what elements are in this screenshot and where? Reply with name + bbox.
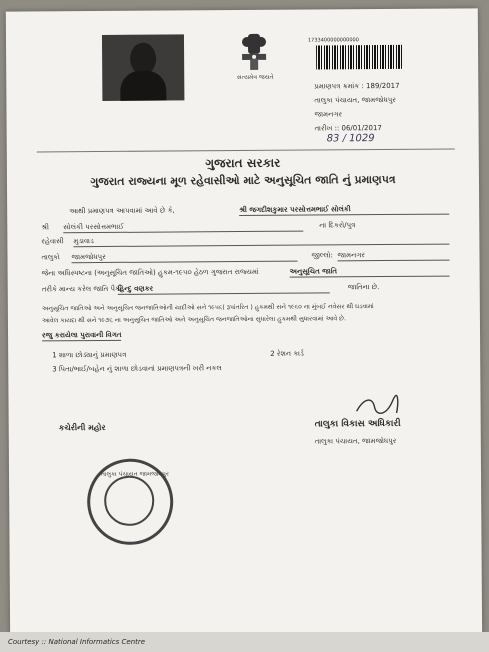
taluka-label: તાલુકો	[41, 253, 60, 262]
issuing-office: તાલુકા પંચાયત, જામજોધપુર	[314, 95, 396, 105]
certificate-title: ગુજરાત રાજ્યના મૂળ રહેવાસીઓ માટે અનુસૂચિત જાતિ નું પ્રમાણપત્ર	[90, 172, 396, 189]
seal-text: તાલુકા પંચાયત જામજોધપુર	[100, 470, 170, 479]
certificate-paper	[6, 8, 482, 647]
applicant-name: શ્રી જગદીશકુમાર પરસોત્તમભાઈ સોલંકી	[239, 205, 449, 216]
intro-text: આથી પ્રમાણપત્ર આપવામાં આવે છે કે,	[69, 206, 175, 216]
caste-label: તરીકે માન્ય કરેલ જાતિ પૈકી	[41, 284, 122, 294]
residence-label: રહેવાસી	[41, 237, 64, 246]
category-value: અનુસૂચિત જાતિ	[290, 267, 450, 278]
residence-value: મુડાવાડ	[73, 235, 449, 248]
father-prefix: શ્રી	[41, 223, 50, 232]
document-3: 3 પિતા/ભાઈ/બહેન નું શાળા છોડવાનાં પ્રમાણપત્રની ખરી નકલ	[52, 364, 222, 374]
father-name: સોલંકી પરસોત્તમભાઈ	[63, 222, 303, 234]
taluka-value: જામજોધપુર	[71, 252, 297, 264]
caste-value: હિન્દુ વણકર	[118, 283, 330, 294]
document-2: 2 રેશન કાર્ડ	[270, 349, 304, 358]
govt-title: ગુજરાત સરકાર	[205, 155, 281, 171]
emblem-caption: સત્યમેવ જયતે	[236, 73, 274, 82]
issuing-district: જામનગર	[314, 110, 343, 119]
courtesy-text: Courtesy :: National Informatics Centre	[8, 638, 146, 646]
order-text: જેના અધિસ્પષ્ટના (અનુસૂચિત જાતિઓ) હુકમ-૧૯૫૦ હેઠળ ગુજરાત રાજ્યમાં	[41, 267, 259, 278]
barcode	[316, 45, 402, 70]
national-emblem-icon	[234, 32, 274, 78]
district-value: જામનગર	[337, 251, 449, 262]
caste-suffix: જાતિના છે.	[347, 283, 380, 292]
officer-office: તાલુકા પંચાયત, જામજોધપુર	[314, 436, 397, 446]
divider	[37, 149, 455, 153]
barcode-number: 1733400000000000	[307, 37, 359, 44]
signature	[352, 393, 400, 419]
applicant-photo	[102, 34, 184, 101]
issue-date: તારીખ :: 06/01/2017	[314, 124, 382, 133]
officer-title: તાલુકા વિકાસ અધિકારી	[314, 418, 401, 430]
district-label: જીલ્લો:	[311, 251, 333, 260]
documents-heading: રજુ કરાયેલા પુરાવાની વિગત	[42, 330, 122, 340]
courtesy-strip	[0, 632, 489, 652]
handwritten-number: 83 / 1029	[326, 133, 375, 145]
relation-text: ના દિકરો/પુત્ર	[319, 221, 356, 230]
certificate-number: પ્રમાણપત્ર ક્રમાંક : 189/2017	[314, 81, 400, 91]
legal-paragraph-2: આવેલ કાયદા થી સને ૧૯૭૬ ના અનુસૂચિત જાતિઓ અને અનુસૂચિત જનજાતિઓના સુધારેલા હુકમથી સુધારવામાં આવે છે.	[41, 315, 346, 325]
certificate-meta	[314, 79, 400, 136]
office-seal-label: કચેરીની મહોર	[58, 422, 106, 433]
document-1: 1 શાળા છોડ્યાનું પ્રમાણપત્ર	[52, 350, 127, 360]
legal-paragraph-1: અનુસૂચિત જાતિઓ અને અનુસૂચિત જનજાતિઓની યાદીઓ સને ૧૯૫૬( રૂપાંતરિત ) હુકમથી સને ૧૯૬૦ ના મુંબઈ નવેસર થી ઘડવામાં	[41, 303, 374, 313]
